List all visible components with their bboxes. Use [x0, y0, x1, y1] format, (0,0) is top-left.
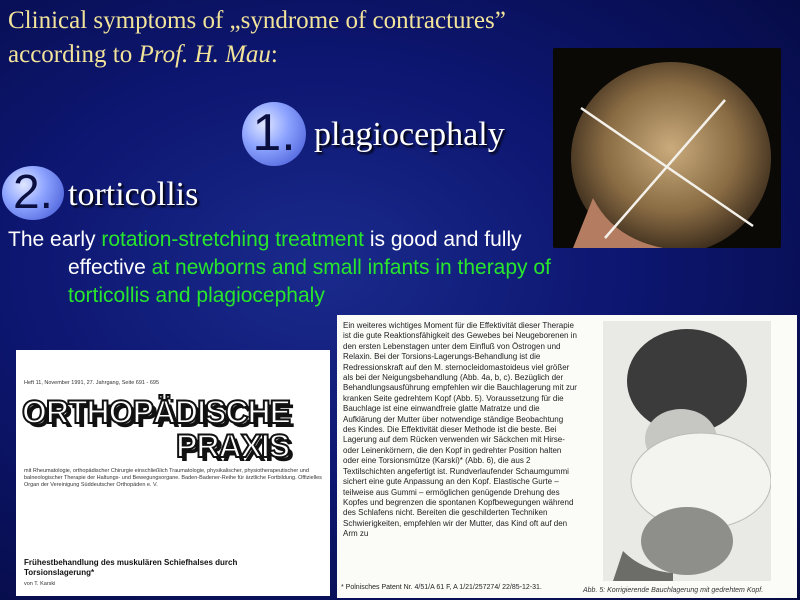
article-scan-text: Ein weiteres wichtiges Moment für die Effektivität dieser Therapie ist die gute Reaktionsfähigkeit des Gewebes bei Neugeborenen in den ersten Lebenstagen unter dem Einfluß von Östrogen und Relaxin. Bei der Torsions-Lagerungs-Behandlung ist die Redressionskraft auf den M. sternocleidomastoideus viel größer als bei der Neigungsbehandlung (Abb. 4a, b, c). Bezüglich der Behandlungsausführung empfehlen wir die Bauchlagerung mit zur kranken Seite gedrehtem Kopf (Abb. 5). Voraussetzung für die Bauchlage ist eine einwandfreie glatte Matratze und die Aufklärung der Mutter über notwendige ständige Beobachtung des Kindes. Die Effektivität dieser Methode ist die beste. Bei Lagerung auf dem Rücken verwenden wir Säckchen mit Hirse- oder Leinenkörnern, die den Kopf in gedrehter Position halten oder eine Torsionsmütze (Karski)* (Abb. 6), die aus 2 Textilschichten angefertigt ist. Rundverlaufender Schaumgummi sichert eine gute Anpassung an den Kopf. Elastische Gurte – teilweise aus Gummi – ermöglichen genügende Drehung des Kopfes und begrenzen die spontanen Kopfbewegungen während des Schlafens nicht. Bereiten die geschilderten Techniken Schwierigkeiten, empfehlen wir der Mutter, das Kind oft auf den Arm zu — [343, 321, 577, 539]
journal-description: mit Rheumatologie, orthopädischer Chirurgie einschließlich Traumatologie, physikalischer, physiotherapeutischer und balneologischer Therapie der Haltungs- und Bewegungsorgane. Baden-Badener-Reihe für ärztliche Fortbildung. Offizielles Organ der Vereinigung Süddeutscher Orthopäden e. V. — [24, 468, 322, 488]
head-shape-illustration — [553, 48, 781, 248]
journal-title-line-1: ORTHOPÄDISCHE — [22, 394, 290, 430]
number-badge-1: 1. — [242, 102, 306, 166]
figure-caption: Abb. 5: Korrigierende Bauchlagerung mit gedrehtem Kopf. — [583, 587, 764, 594]
treatment-statement: The early rotation-stretching treatment is good and fully effective at newborns and small infants in therapy of torticollis and plagiocephaly — [8, 228, 551, 307]
title-line-2: according to Prof. H. Mau: — [8, 41, 278, 68]
item-plagiocephaly: plagiocephaly — [314, 116, 505, 153]
author-name: Prof. H. Mau — [138, 41, 271, 68]
title-line-1: Clinical symptoms of „syndrome of contractures” — [8, 7, 506, 34]
journal-cover — [16, 350, 330, 596]
article-footnote: * Polnisches Patent Nr. 4/51/A 61 F, A 1/21/257274/ 22/85-12-31. — [341, 584, 542, 591]
journal-issue: Heft 11, November 1991, 27. Jahrgang, Seite 691 - 695 — [24, 380, 160, 386]
infant-illustration — [603, 321, 771, 581]
slide-title — [8, 4, 506, 72]
infant-head-photo — [553, 48, 781, 248]
article-scan — [337, 315, 797, 598]
article-author: von T. Karski — [24, 581, 56, 587]
infant-prone-photo — [603, 321, 771, 581]
article-title: Frühestbehandlung des muskulären Schiefhalses durch Torsionslagerung* — [24, 558, 238, 577]
journal-title-line-2: PRAXIS — [176, 428, 290, 464]
item-torticollis: torticollis — [68, 176, 199, 213]
number-badge-2: 2. — [2, 166, 64, 220]
